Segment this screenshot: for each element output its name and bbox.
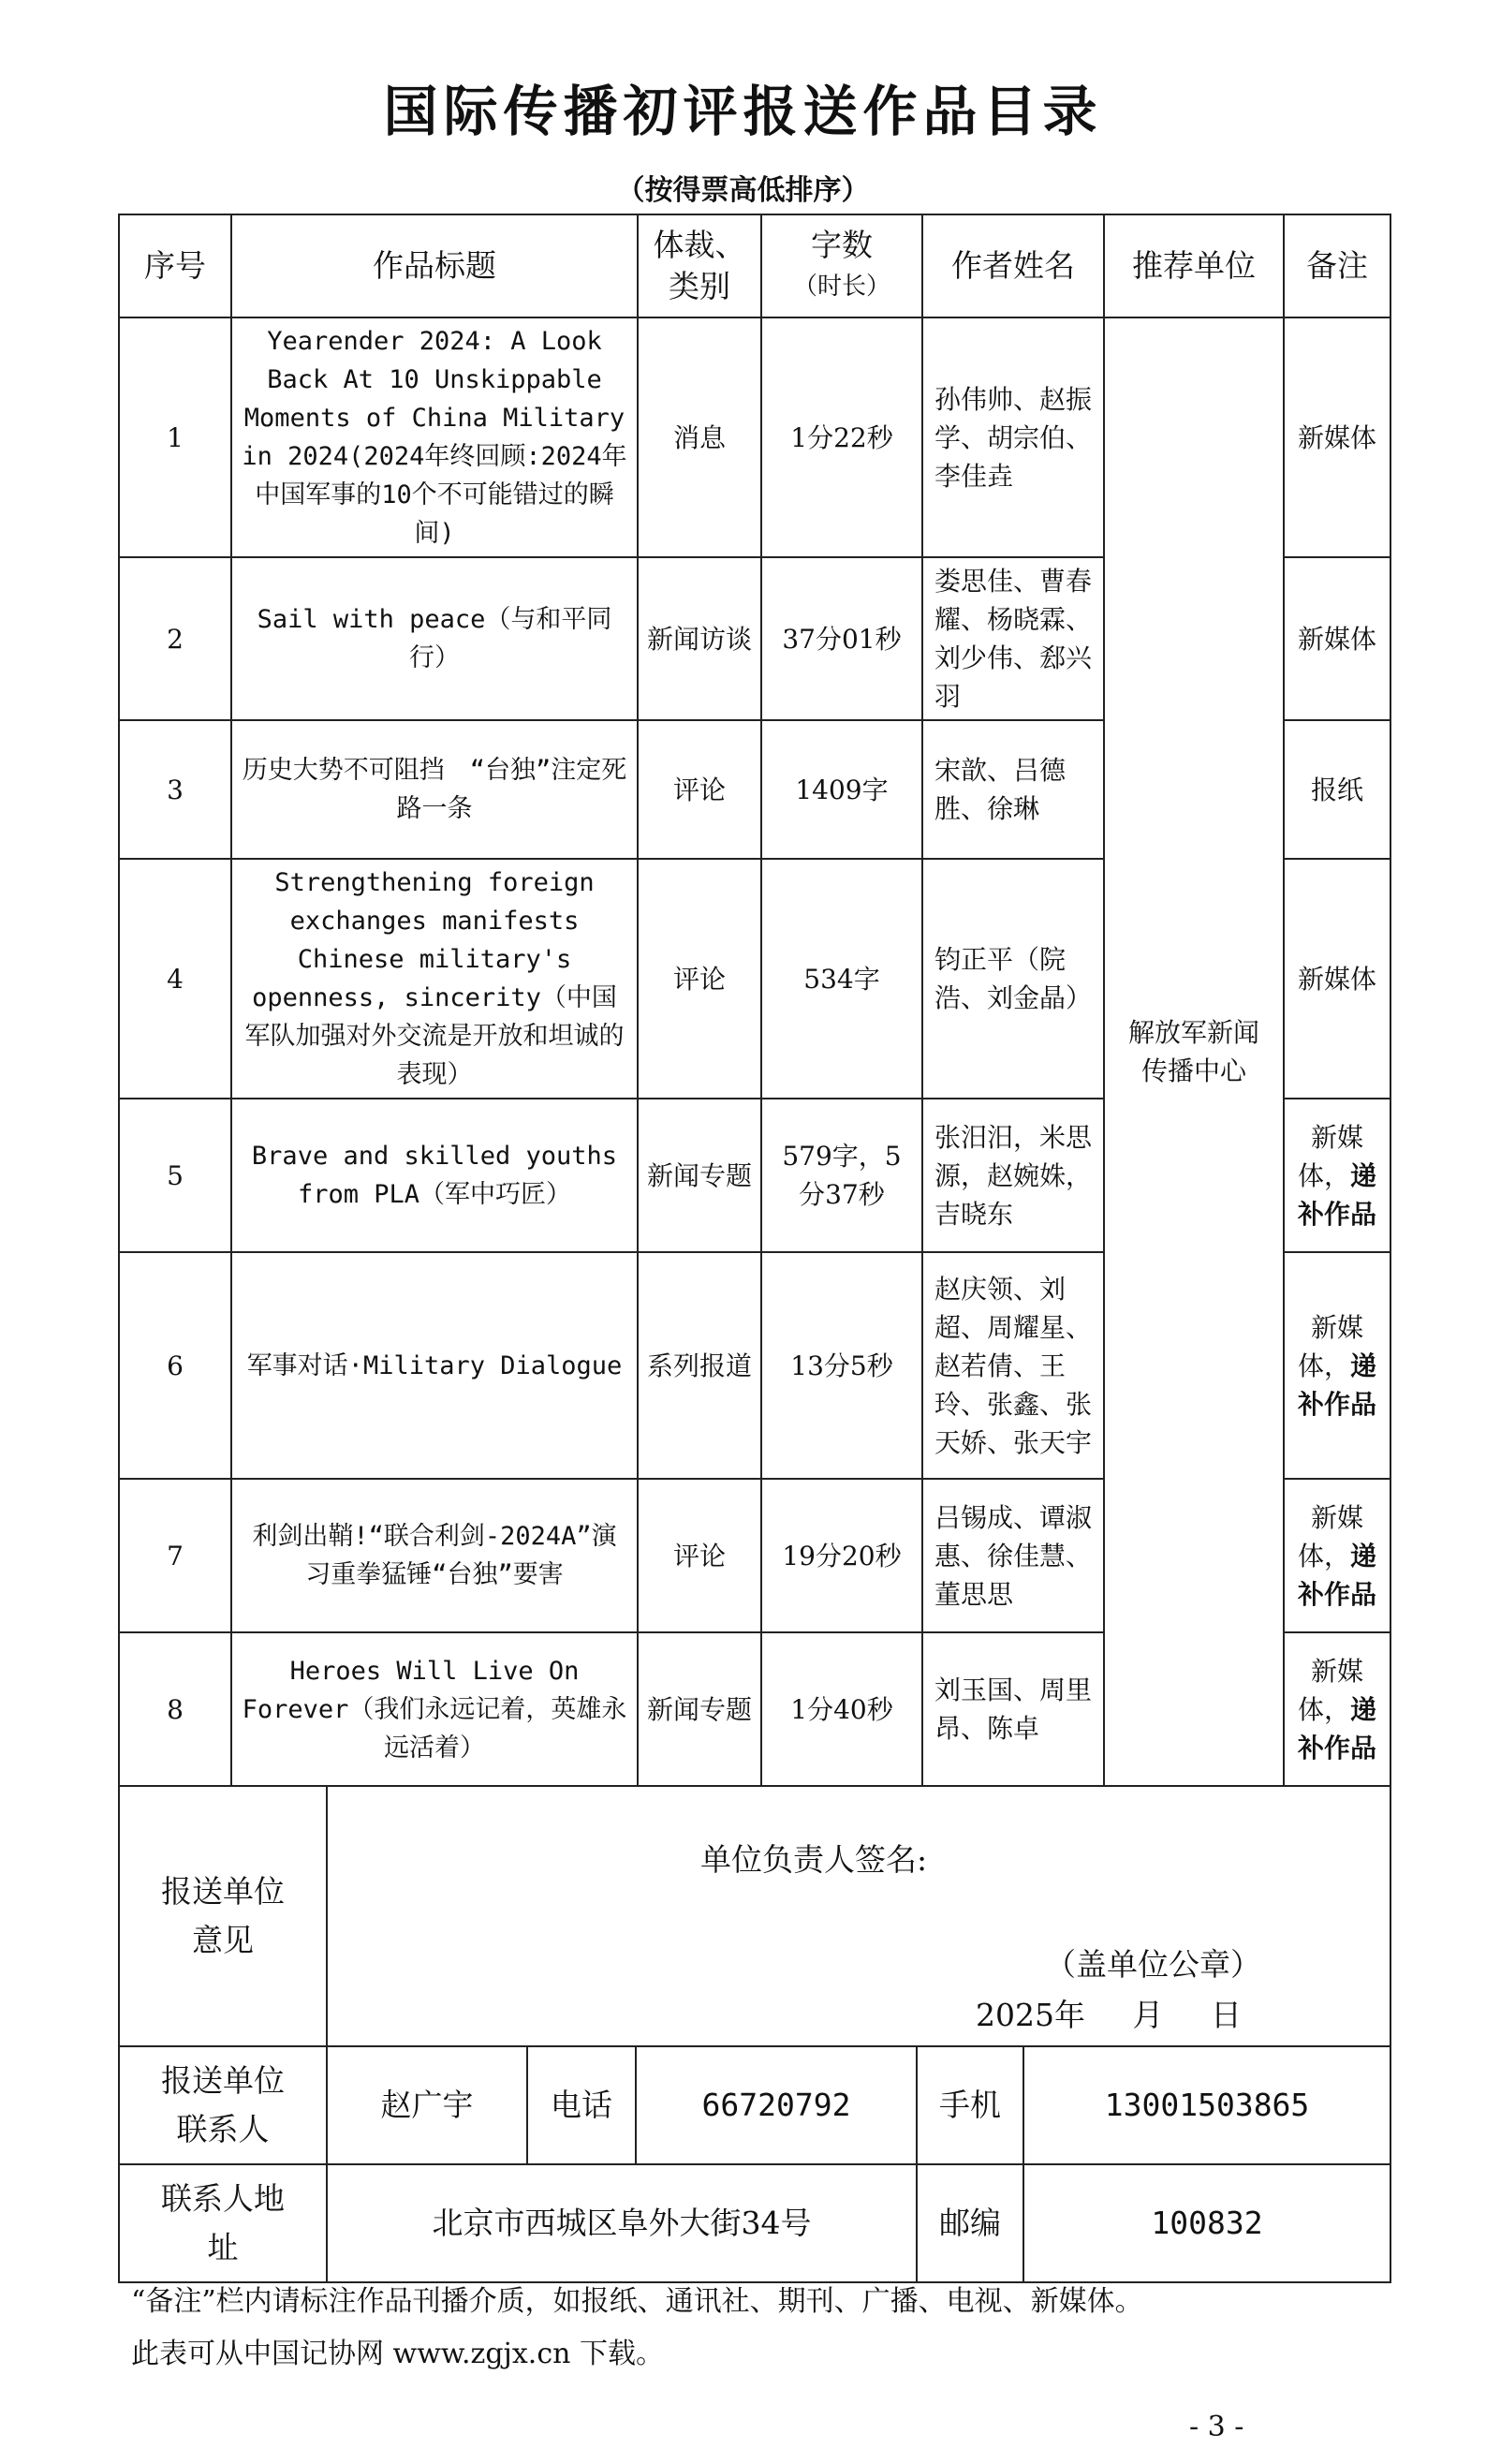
row-note: 新媒体，递补作品 [1284,1479,1390,1632]
address-value: 北京市西城区阜外大街34号 [327,2164,917,2282]
row-authors: 钧正平（院浩、刘金晶） [922,859,1104,1099]
contact-row [119,2046,1390,2164]
row-genre: 新闻专题 [638,1099,761,1252]
row-title: Heroes Will Live On Forever（我们永远记着，英雄永远活着） [231,1632,638,1786]
row-genre: 系列报道 [638,1252,761,1479]
header-index: 序号 [119,214,231,317]
header-duration-label: （时长） [792,273,890,301]
row-index: 8 [119,1632,231,1786]
table-row [119,317,1390,557]
row-note: 报纸 [1284,720,1390,859]
submission-info-table [118,1785,1391,2283]
row-index: 7 [119,1479,231,1632]
row-length: 13分5秒 [761,1252,922,1479]
header-words-label: 字数 [811,227,873,263]
row-length: 1分22秒 [761,317,922,557]
row-authors: 赵庆领、刘超、周耀星、赵若倩、王玲、张鑫、张天娇、张天宇 [922,1252,1104,1479]
signature-label: 单位负责人签名: [700,1841,928,1878]
row-note: 新媒体 [1284,557,1390,720]
header-note: 备注 [1284,214,1390,317]
row-authors: 刘玉国、周里昂、陈卓 [922,1632,1104,1786]
row-note: 新媒体，递补作品 [1284,1099,1390,1252]
table-header-row [119,214,1390,317]
page-subtitle: （按得票高低排序） [616,174,870,207]
row-index: 6 [119,1252,231,1479]
seal-label: （盖单位公章） [1045,1946,1261,1983]
row-authors: 孙伟帅、赵振学、胡宗伯、李佳垚 [922,317,1104,557]
row-length: 534字 [761,859,922,1099]
opinion-label: 报送单位意见 [119,1786,327,2046]
row-title: 历史大势不可阻挡 “台独”注定死路一条 [231,720,638,859]
header-words [761,214,922,317]
header-authors: 作者姓名 [922,214,1104,317]
row-length: 1409字 [761,720,922,859]
row-length: 579字，5分37秒 [761,1099,922,1252]
row-note: 新媒体 [1284,317,1390,557]
footnote-line-1: “备注”栏内请标注作品刊播介质，如报纸、通讯社、期刊、广播、电视、新媒体。 [131,2285,1143,2318]
address-row [119,2164,1390,2282]
date-label: 2025年 月 日 [976,1997,1242,2033]
mobile-value: 13001503865 [1023,2046,1390,2164]
row-index: 1 [119,317,231,557]
row-genre: 评论 [638,720,761,859]
address-label: 联系人地址 [119,2164,327,2282]
row-index: 4 [119,859,231,1099]
header-work-title: 作品标题 [231,214,638,317]
row-index: 2 [119,557,231,720]
row-length: 37分01秒 [761,557,922,720]
contact-label: 报送单位联系人 [119,2046,327,2164]
row-title: 军事对话·Military Dialogue [231,1252,638,1479]
row-length: 1分40秒 [761,1632,922,1786]
row-length: 19分20秒 [761,1479,922,1632]
row-note: 新媒体，递补作品 [1284,1632,1390,1786]
zip-label: 邮编 [917,2164,1023,2282]
row-index: 3 [119,720,231,859]
row-genre: 评论 [638,1479,761,1632]
row-genre: 新闻访谈 [638,557,761,720]
row-title: Yearender 2024: A Look Back At 10 Unskippable Moments of China Military in 2024(2024年终回顾:2024年中国军事的10个不可能错过的瞬间) [231,317,638,557]
phone-label: 电话 [527,2046,636,2164]
phone-value: 66720792 [636,2046,917,2164]
footnote-line-2: 此表可从中国记协网 www.zgjx.cn 下载。 [131,2338,664,2370]
row-title: 利剑出鞘!“联合利剑-2024A”演习重拳猛锤“台独”要害 [231,1479,638,1632]
row-note: 新媒体 [1284,859,1390,1099]
recommending-unit: 解放军新闻传播中心 [1104,317,1284,1786]
works-table [118,214,1391,1787]
row-index: 5 [119,1099,231,1252]
row-title: Sail with peace（与和平同行） [231,557,638,720]
page-number: - 3 - [1189,2411,1244,2443]
contact-name: 赵广宇 [327,2046,527,2164]
row-title: Brave and skilled youths from PLA（军中巧匠） [231,1099,638,1252]
row-title: Strengthening foreign exchanges manifests Chinese military's openness, sincerity（中国军队加强对外交流是开放和坦诚的表现） [231,859,638,1099]
page-title: 国际传播初评报送作品目录 [383,80,1103,143]
opinion-row [119,1786,1390,2046]
row-authors: 张汨汨，米思源，赵婉姝，吉晓东 [922,1099,1104,1252]
zip-value: 100832 [1023,2164,1390,2282]
row-authors: 娄思佳、曹春耀、杨晓霖、刘少伟、郄兴羽 [922,557,1104,720]
header-unit: 推荐单位 [1104,214,1284,317]
row-note: 新媒体，递补作品 [1284,1252,1390,1479]
header-genre: 体裁、类别 [638,214,761,317]
mobile-label: 手机 [917,2046,1023,2164]
row-genre: 评论 [638,859,761,1099]
row-authors: 宋歆、吕德胜、徐琳 [922,720,1104,859]
row-authors: 吕锡成、谭淑惠、徐佳慧、董思思 [922,1479,1104,1632]
opinion-area [327,1786,1390,2046]
row-genre: 消息 [638,317,761,557]
row-genre: 新闻专题 [638,1632,761,1786]
